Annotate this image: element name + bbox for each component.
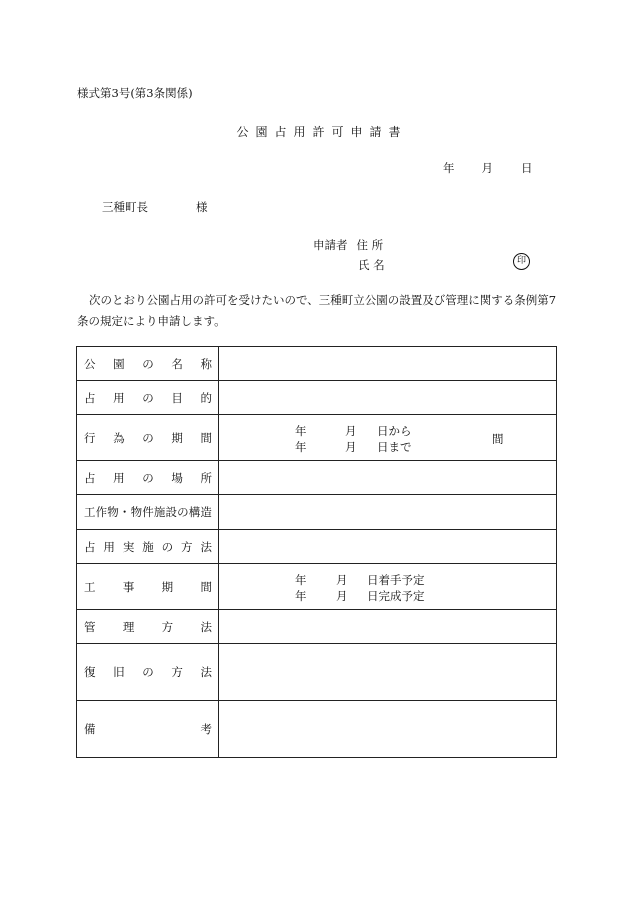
label-char: 物	[130, 505, 143, 519]
date-day: 日	[521, 161, 533, 175]
row-label-text	[77, 619, 218, 635]
label-char: の	[142, 356, 154, 371]
label-char: 的	[200, 390, 212, 405]
label-char: 設	[165, 505, 177, 519]
label-char: 作	[95, 505, 108, 519]
table-row	[77, 564, 557, 610]
label-char: 為	[113, 430, 125, 445]
management-field[interactable]	[219, 610, 557, 644]
row-label-text	[77, 470, 218, 486]
row-label	[77, 701, 219, 758]
label-char: 管	[84, 619, 96, 634]
label-char: 名	[171, 356, 183, 371]
construction-end-label: 日完成予定	[367, 589, 425, 603]
label-char: ・	[118, 505, 131, 519]
table-row	[77, 415, 557, 461]
label-char: 用	[113, 470, 125, 485]
row-label	[77, 415, 219, 461]
label-char: 方	[171, 665, 183, 679]
construction-start-month: 月	[336, 573, 348, 587]
table-row	[77, 461, 557, 495]
period-from-label: 日から	[377, 424, 412, 438]
label-char: 占	[84, 470, 96, 485]
table-row	[77, 347, 557, 381]
label-char: 実	[122, 539, 135, 554]
seal-mark: 印	[513, 253, 530, 270]
row-label-text	[77, 539, 218, 555]
row-label-text	[77, 579, 218, 595]
label-char: 構	[188, 505, 201, 519]
label-char: 旧	[113, 665, 125, 679]
construction-end-month: 月	[336, 589, 348, 603]
label-char: 占	[84, 539, 96, 554]
location-field[interactable]	[219, 461, 557, 495]
row-label-text	[77, 430, 218, 446]
body-text: 次のとおり公園占用の許可を受けたいので、三種町立公園の設置及び管理に関する条例第7条の規定により申請します。	[77, 293, 557, 328]
label-char: 期	[161, 579, 174, 594]
label-char: 考	[200, 722, 212, 736]
label-char: 事	[122, 579, 135, 594]
label-char: 称	[200, 356, 212, 371]
date-month: 月	[481, 161, 493, 175]
row-label-text	[77, 721, 218, 737]
date-year: 年	[443, 161, 455, 175]
period-from-year: 年	[295, 424, 307, 438]
row-label	[77, 564, 219, 610]
row-label	[77, 381, 219, 415]
row-label	[77, 347, 219, 381]
applicant-role: 申請者	[313, 238, 348, 252]
name-label: 氏 名	[358, 258, 385, 272]
label-char: 工	[84, 505, 96, 519]
label-char: の	[142, 390, 154, 405]
application-table	[76, 346, 557, 758]
label-char: 法	[200, 539, 212, 554]
addressee	[102, 199, 208, 215]
form-number: 様式第3号(第3条関係)	[77, 86, 193, 100]
label-char: 理	[122, 619, 135, 634]
label-char: の	[142, 470, 154, 485]
row-label	[77, 495, 219, 530]
construction-period-field[interactable]	[219, 564, 557, 610]
row-label-text	[77, 504, 218, 520]
construction-end-year: 年	[295, 589, 307, 603]
label-char: 物	[107, 505, 119, 519]
document-title: 公園占用許可申請書	[236, 125, 408, 139]
row-label-text	[77, 390, 218, 406]
label-char: 期	[171, 430, 183, 445]
construction-start-label: 日着手予定	[367, 573, 425, 587]
period-to-label: 日まで	[377, 440, 412, 454]
period-field[interactable]	[219, 415, 557, 461]
label-char: 園	[113, 356, 125, 371]
label-char: 件	[142, 505, 154, 519]
label-char: 施	[142, 539, 154, 554]
remarks-field[interactable]	[219, 701, 557, 758]
label-char: 占	[84, 390, 96, 405]
period-duration: 間	[492, 432, 504, 446]
purpose-field[interactable]	[219, 381, 557, 415]
address-label: 住 所	[356, 238, 384, 252]
label-char: 用	[113, 390, 125, 405]
label-char: 施	[153, 505, 166, 519]
row-label-text	[77, 664, 218, 680]
applicant-block	[313, 235, 385, 275]
label-char: 備	[84, 722, 96, 736]
label-char: 工	[84, 579, 96, 594]
table-row	[77, 530, 557, 564]
period-from-month: 月	[345, 424, 357, 438]
table-row	[77, 644, 557, 701]
label-char: 方	[161, 619, 174, 634]
method-field[interactable]	[219, 530, 557, 564]
period-to-month: 月	[345, 440, 357, 454]
park-name-field[interactable]	[219, 347, 557, 381]
label-char: 行	[84, 430, 96, 445]
row-label	[77, 644, 219, 701]
label-char: 間	[200, 579, 212, 594]
label-char: 造	[200, 505, 212, 519]
label-char: の	[161, 539, 174, 554]
table-row	[77, 381, 557, 415]
label-char: 所	[200, 470, 212, 485]
label-char: の	[142, 430, 154, 445]
date-line	[443, 160, 533, 176]
label-char: 場	[171, 470, 183, 485]
addressee-name: 三種町長	[102, 200, 148, 214]
label-char: 復	[84, 665, 96, 679]
row-label	[77, 461, 219, 495]
addressee-honorific: 様	[196, 200, 208, 214]
row-label	[77, 610, 219, 644]
label-char: の	[142, 665, 154, 679]
label-char: 法	[200, 665, 212, 679]
label-char: 目	[171, 390, 183, 405]
structure-field[interactable]	[219, 495, 557, 530]
period-to-year: 年	[295, 440, 307, 454]
label-char: 間	[200, 430, 212, 445]
label-char: 公	[84, 356, 96, 371]
label-char: 法	[200, 619, 212, 634]
row-label	[77, 530, 219, 564]
construction-start-year: 年	[295, 573, 307, 587]
label-char: 方	[181, 539, 193, 554]
label-char: の	[177, 505, 189, 519]
restoration-field[interactable]	[219, 644, 557, 701]
table-row	[77, 610, 557, 644]
table-row	[77, 495, 557, 530]
row-label-text	[77, 356, 218, 372]
label-char: 用	[103, 539, 115, 554]
table-row	[77, 701, 557, 758]
